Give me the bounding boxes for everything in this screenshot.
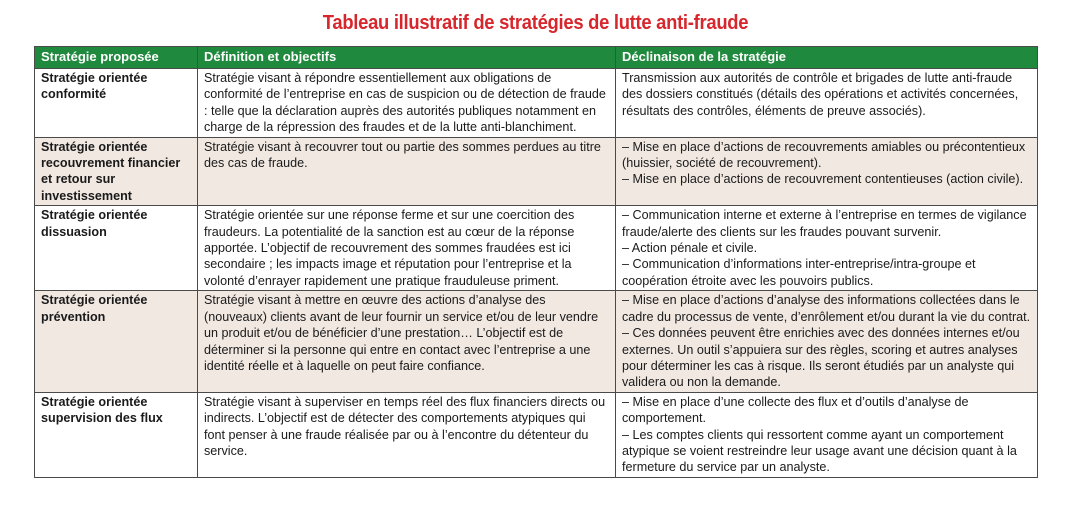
strategy-cell: Stratégie orientée supervision des flux bbox=[35, 392, 198, 477]
table-row bbox=[35, 392, 1038, 477]
declinaison-item: – Mise en place d’une collecte des flux et d’outils d’analyse de comportement. bbox=[622, 394, 969, 426]
declinaison-item: – Communication interne et externe à l’entreprise en termes de vigilance fraude/alerte des clients sur les fraudes pouvant survenir. bbox=[622, 208, 1027, 239]
declinaison-item: Transmission aux autorités de contrôle et brigades de lutte anti-fraude des dossiers constitués (détails des opérations et activités concernées, résultats des contrôles, éléments de preuve associés). bbox=[622, 71, 1019, 118]
strategy-cell: Stratégie orientée conformité bbox=[35, 69, 198, 138]
header-strategy: Stratégie proposée bbox=[35, 47, 198, 69]
definition-cell: Stratégie orientée sur une réponse ferme et sur une coercition des fraudeurs. La potentialité de la sanction est au cœur de la réponse apportée. L’objectif de recouvrement des sommes fraudées est ici secondaire ; les impacts image et réputation pour l’entreprise et la volonté d’enrayer rapidement une pratique frauduleuse priment. bbox=[198, 206, 616, 291]
definition-cell: Stratégie visant à mettre en œuvre des actions d’analyse des (nouveaux) clients avant de leur fournir un service et/ou de leur vendre un produit et/ou de bénéficier d’une prestation… L’objectif est de déterminer si la personne qui entre en contact avec l’entreprise a une identité réelle et à laquelle on peut faire confiance. bbox=[198, 291, 616, 392]
header-row bbox=[35, 47, 1038, 69]
declinaison-cell bbox=[616, 137, 1038, 206]
table-row bbox=[35, 206, 1038, 291]
declinaison-item: – Ces données peuvent être enrichies avec des données internes et/ou externes. Un outil s’appuiera sur des règles, scoring et autres analyses pour déterminer les cas à risque. Ils seront étudiés par un analyste qui validera ou non la demande. bbox=[622, 326, 1020, 390]
strategy-cell: Stratégie orientée recouvrement financier et retour sur investissement bbox=[35, 137, 198, 206]
declinaison-item: – Mise en place d’actions de recouvrement contentieuses (action civile). bbox=[622, 172, 1024, 187]
table-row bbox=[35, 69, 1038, 138]
definition-cell: Stratégie visant à répondre essentiellement aux obligations de conformité de l’entreprise en cas de suspicion ou de détection de fraude : telle que la déclaration auprès des autorités publiques notamment en charge de la répression des fraudes et de la lutte anti-blanchiment. bbox=[198, 69, 616, 138]
declinaison-item: – Mise en place d’actions de recouvrements amiables ou précontentieux (huissier, société de recouvrement). bbox=[622, 139, 1026, 171]
definition-cell: Stratégie visant à recouvrer tout ou partie des sommes perdues au titre des cas de fraude. bbox=[198, 137, 616, 206]
table-row bbox=[35, 137, 1038, 206]
declinaison-item: – Mise en place d’actions d’analyse des informations collectées dans le cadre du processus de vente, d’enrôlement et/ou durant la vie du contrat. bbox=[622, 293, 1031, 324]
strategy-table bbox=[34, 46, 1038, 478]
header-definition: Définition et objectifs bbox=[198, 47, 616, 69]
document-title: Tableau illustratif de stratégies de lutte anti-fraude bbox=[322, 12, 749, 34]
declinaison-item: – Les comptes clients qui ressortent comme ayant un comportement atypique se voient restreindre leur usage avant une décision quant à la fermeture du service par un analyste. bbox=[622, 427, 1017, 475]
strategy-cell: Stratégie orientée prévention bbox=[35, 291, 198, 392]
strategy-cell: Stratégie orientée dissuasion bbox=[35, 206, 198, 291]
header-declinaison: Déclinaison de la stratégie bbox=[616, 47, 1038, 69]
definition-cell: Stratégie visant à superviser en temps réel des flux financiers directs ou indirects. L’objectif est de détecter des comportements atypiques qui font penser à une fraude réalisée par ou à l’encontre du détenteur du service. bbox=[198, 392, 616, 477]
declinaison-cell bbox=[616, 291, 1038, 392]
declinaison-item: – Communication d’informations inter-entreprise/intra-groupe et coopération étroite avec les pouvoirs publics. bbox=[622, 257, 976, 288]
declinaison-cell bbox=[616, 392, 1038, 477]
declinaison-item: – Action pénale et civile. bbox=[622, 241, 758, 256]
declinaison-cell bbox=[616, 206, 1038, 291]
table-row bbox=[35, 291, 1038, 392]
declinaison-cell bbox=[616, 69, 1038, 138]
